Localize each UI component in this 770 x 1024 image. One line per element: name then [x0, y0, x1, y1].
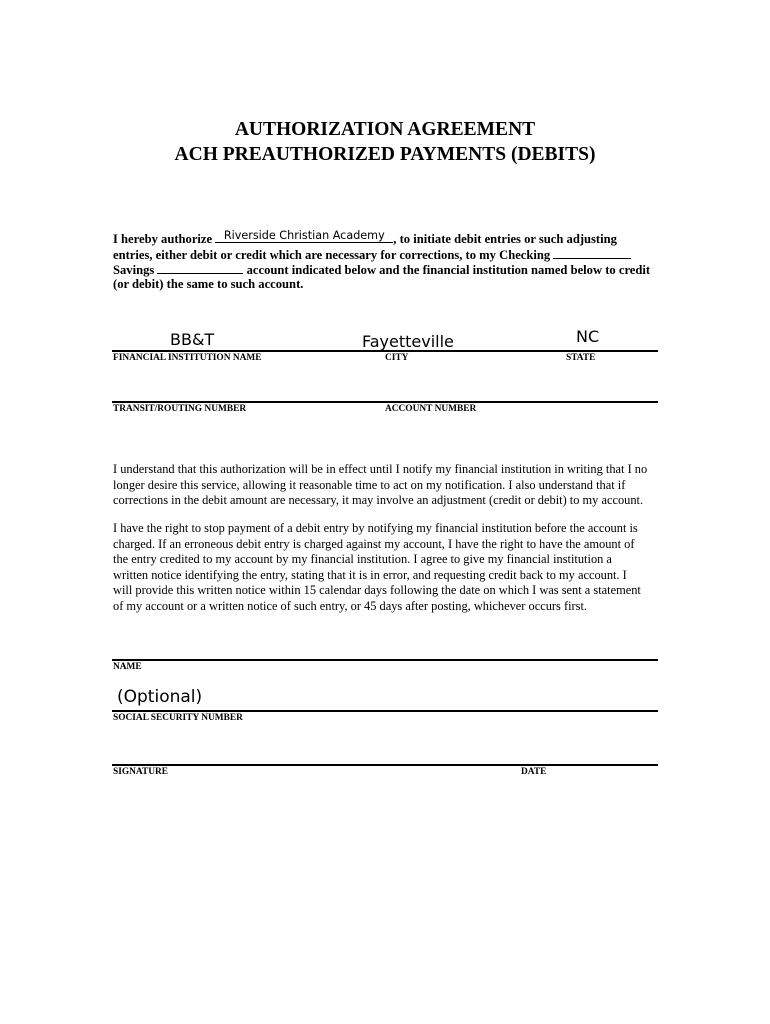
name-label: NAME: [113, 662, 142, 672]
entries-text: entries, either debit or credit which are necessary for corrections, to my Checking: [113, 247, 554, 262]
terms-line: longer desire this service, allowing it reasonable time to act on my notification. I also understand that if: [113, 477, 626, 492]
authorize-text: I hereby authorize: [113, 232, 216, 246]
state-value[interactable]: NC: [576, 327, 600, 346]
terms-line: I have the right to stop payment of a debit entry by notifying my financial institution before the account is: [113, 521, 638, 535]
payee-field[interactable]: [215, 230, 393, 243]
institution-name-label: FINANCIAL INSTITUTION NAME: [113, 353, 262, 363]
ssn-label: SOCIAL SECURITY NUMBER: [113, 713, 243, 723]
payee-value: Riverside Christian Academy: [223, 229, 385, 242]
state-label: STATE: [566, 353, 596, 363]
terms-line: will provide this written notice within 15 calendar days following the date on which I was sent a statement: [113, 583, 641, 598]
account-info-rule: [112, 401, 658, 403]
savings-text: Savings: [113, 263, 158, 278]
terms-paragraph-2: [113, 521, 673, 615]
bank-info-rule: [112, 350, 658, 352]
routing-number-label: TRANSIT/ROUTING NUMBER: [113, 404, 247, 414]
form-title: AUTHORIZATION AGREEMENT: [234, 119, 536, 140]
checking-field[interactable]: [553, 246, 631, 259]
savings-field[interactable]: [157, 261, 243, 274]
account-number-label: ACCOUNT NUMBER: [385, 404, 477, 414]
terms-line: written notice identifying the entry, stating that it is in error, and requesting credit back to my account. I: [113, 567, 627, 582]
form-subtitle: ACH PREAUTHORIZED PAYMENTS (DEBITS): [174, 144, 596, 165]
authorize-text-cont: , to initiate debit entries or such adjusting: [393, 232, 617, 246]
institution-name-value[interactable]: BB&T: [170, 330, 215, 349]
terms-line: charged. If an erroneous debit entry is charged against my account, I have the right to have the amount of: [113, 536, 635, 551]
ssn-rule: [112, 710, 658, 712]
terms-line: corrections in the debit amount are necessary, it may involve an adjustment (credit or debit) to my account.: [113, 493, 644, 508]
signature-rule: [112, 764, 658, 766]
city-label: CITY: [385, 353, 409, 363]
terms-line: the entry credited to my account by my financial institution. I agree to give my financial institution a: [113, 552, 612, 567]
authorization-line-4: (or debit) the same to such account.: [113, 276, 304, 291]
city-value[interactable]: Fayetteville: [362, 332, 454, 351]
date-label: DATE: [521, 767, 547, 777]
signature-label: SIGNATURE: [113, 767, 169, 777]
name-rule: [112, 659, 658, 661]
terms-line: of my account or a written notice of such entry, or 45 days after posting, whichever occurs first.: [113, 598, 588, 613]
terms-line: I understand that this authorization will be in effect until I notify my financial institution in writing that I no: [113, 462, 648, 476]
account-indicated-text: account indicated below and the financial institution named below to credit: [243, 263, 651, 278]
terms-paragraph-1: [113, 462, 673, 509]
ssn-value[interactable]: (Optional): [117, 687, 203, 707]
